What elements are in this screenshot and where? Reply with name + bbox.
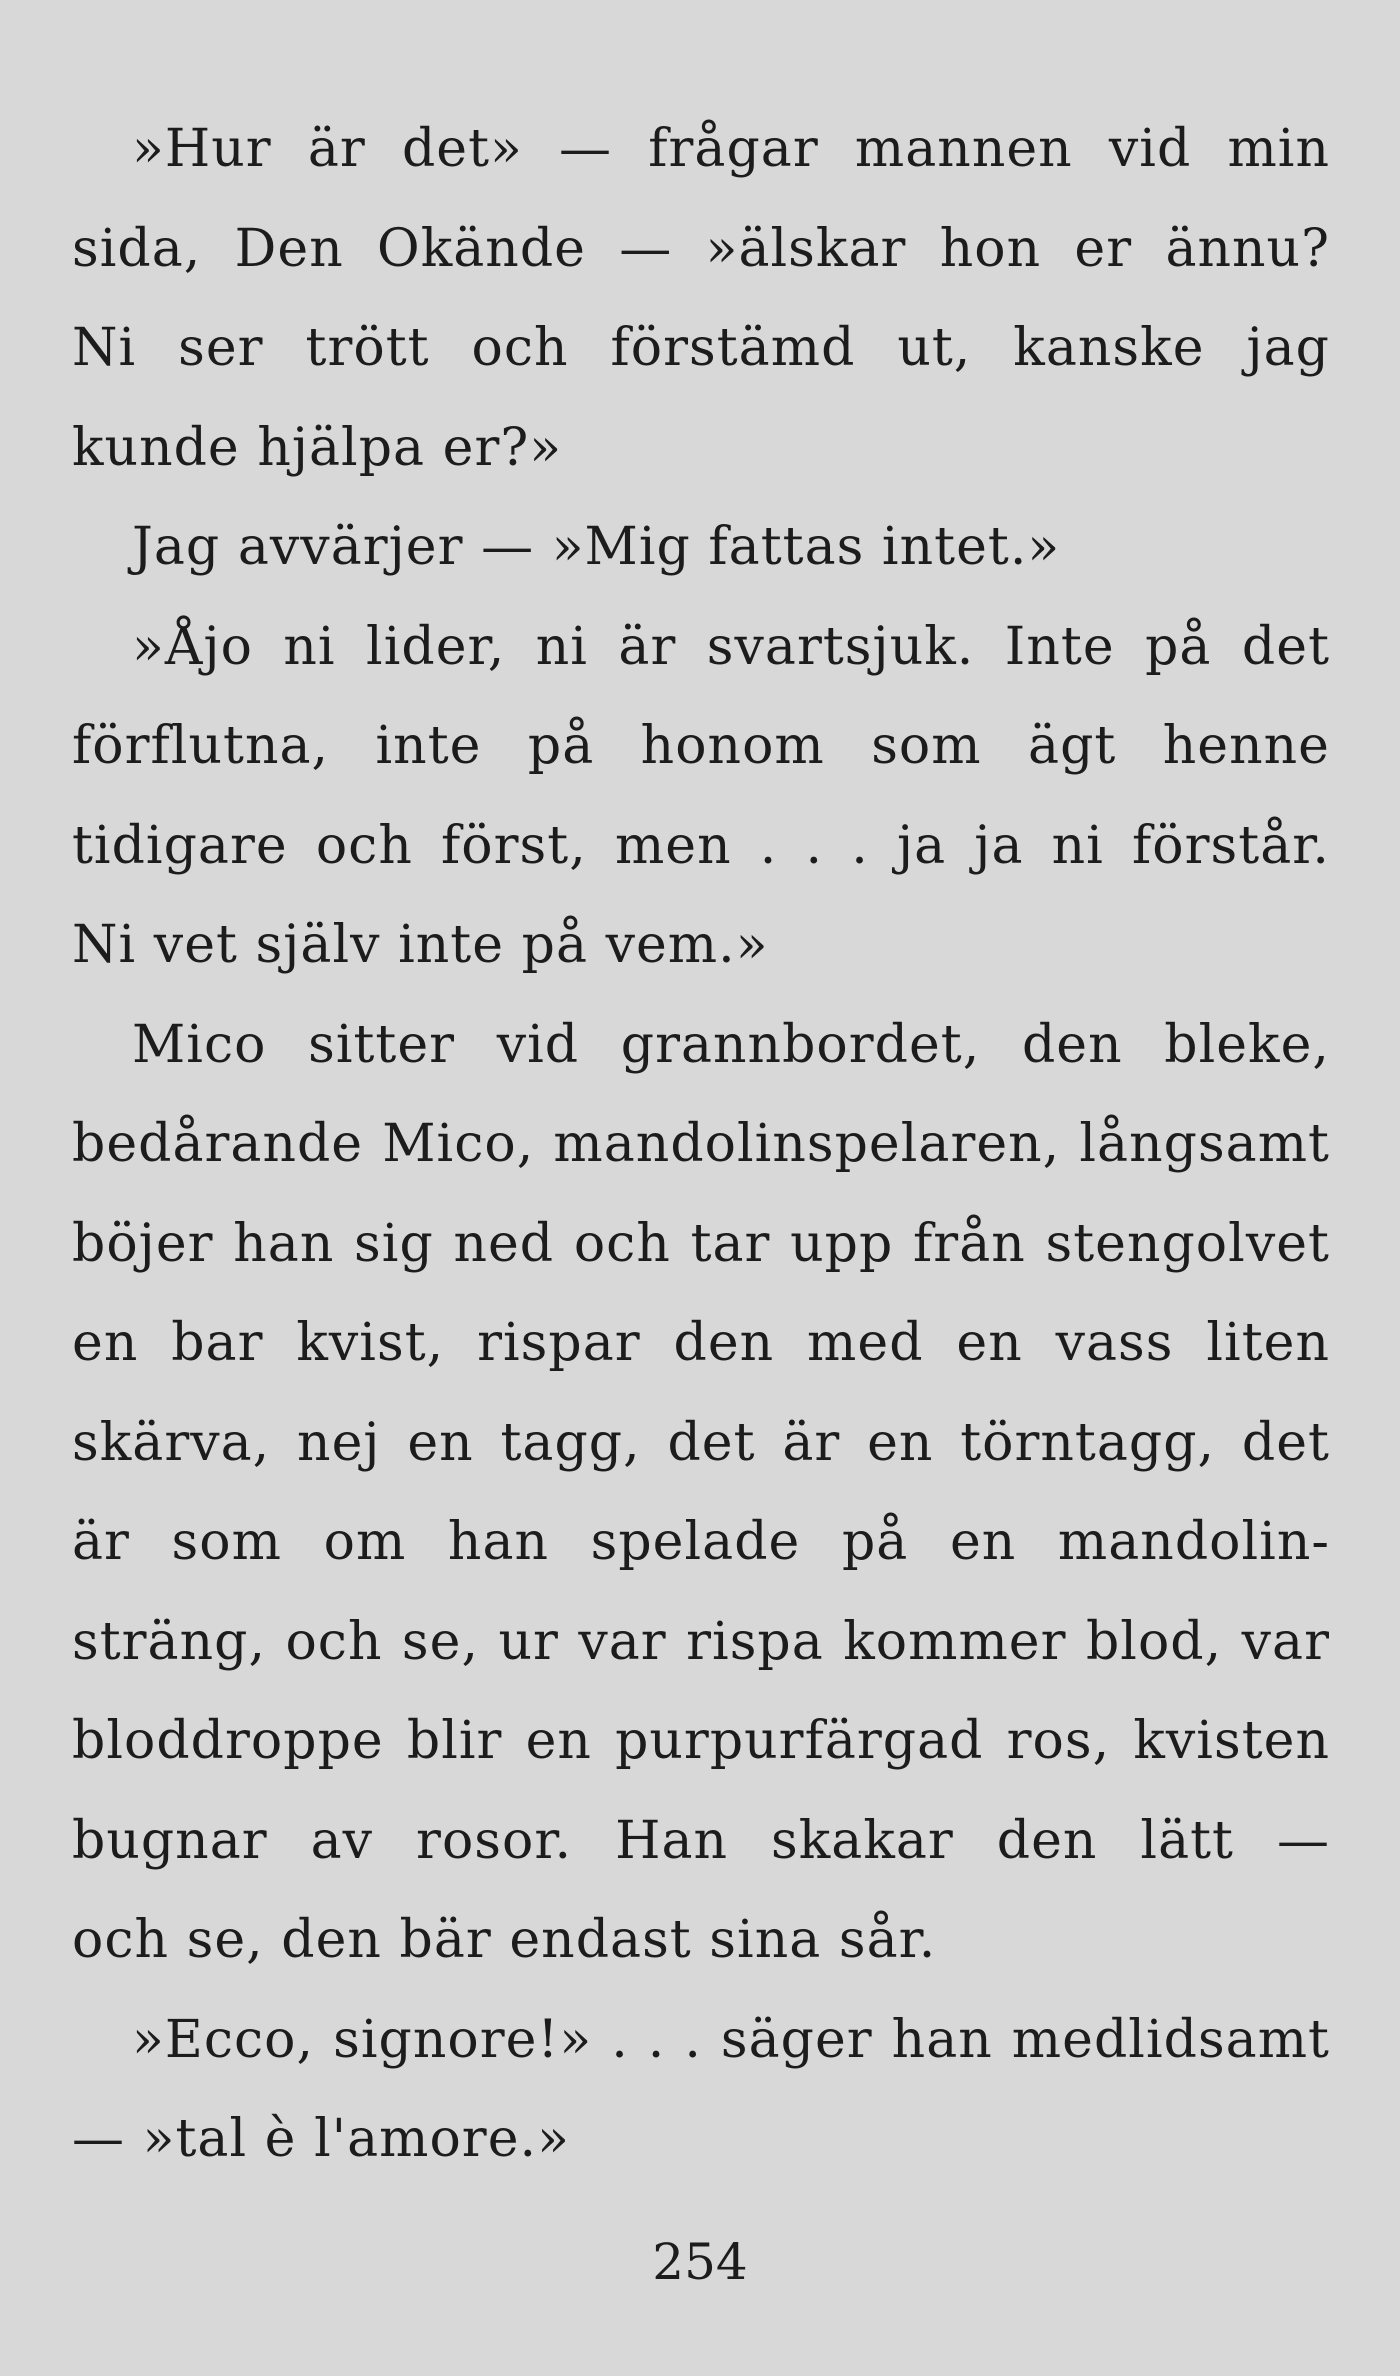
text-line: bedårande Mico, mandolinspelaren, långsamt [72, 1114, 1330, 1174]
text-line: »Hur är det» — frågar mannen vid min [132, 119, 1330, 179]
text-line: Jag avvärjer — »Mig fattas intet.» [132, 517, 1061, 577]
page-number: 254 [652, 2233, 748, 2291]
text-line: Ni vet själv inte på vem.» [72, 915, 769, 975]
text-line: sträng, och se, ur var rispa kommer blod, var [72, 1611, 1330, 1672]
text-line: bloddroppe blir en purpurfärgad ros, kvisten [72, 1711, 1330, 1771]
text-line: förflutna, inte på honom som ägt henne [72, 716, 1330, 776]
text-line: böjer han sig ned och tar upp från stengolvet [72, 1213, 1330, 1274]
text-line: en bar kvist, rispar den med en vass liten [72, 1313, 1330, 1373]
text-line: tidigare och först, men . . . ja ja ni förstår. [72, 815, 1330, 876]
text-line: »Ecco, signore!» . . . säger han medlidsamt [132, 2009, 1330, 2070]
text-line: kunde hjälpa er?» [72, 417, 563, 478]
page-text [72, 100, 1330, 2190]
text-line: är som om han spelade på en mandolin- [72, 1512, 1330, 1572]
text-line: bugnar av rosor. Han skakar den lätt — [72, 1810, 1330, 1871]
text-line: Ni ser trött och förstämd ut, kanske jag [72, 318, 1330, 378]
text-line: — »tal è l'amore.» [72, 2109, 570, 2169]
text-line: och se, den bär endast sina sår. [72, 1910, 937, 1970]
text-line: sida, Den Okände — »älskar hon er ännu? [72, 218, 1330, 279]
text-line: skärva, nej en tagg, det är en törntagg, det [72, 1412, 1330, 1473]
text-line: Mico sitter vid grannbordet, den bleke, [132, 1014, 1330, 1075]
text-line: »Åjo ni lider, ni är svartsjuk. Inte på det [132, 616, 1330, 677]
